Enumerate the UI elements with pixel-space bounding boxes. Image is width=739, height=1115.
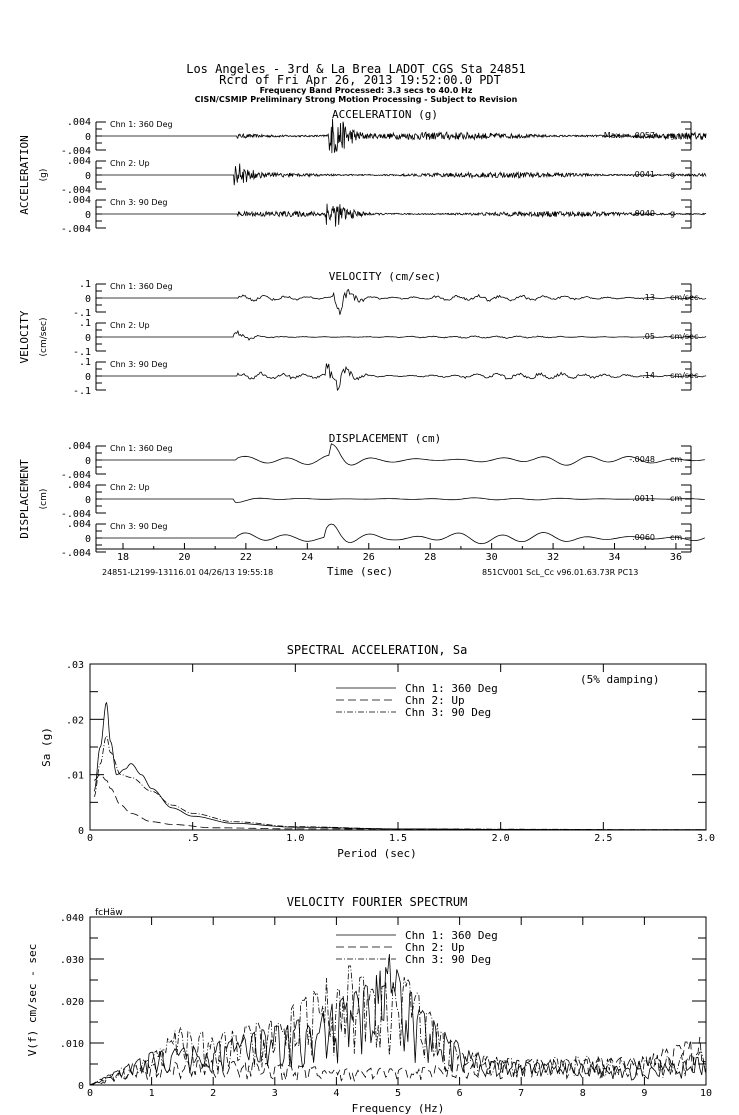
header-record: Rcrd of Fri Apr 26, 2013 19:52:00.0 PDT: [219, 73, 501, 87]
series-line: [90, 966, 705, 1085]
x-tick-label: 22: [239, 552, 252, 563]
x-tick-label: 4: [333, 1088, 340, 1099]
y-tick-label: 0: [84, 534, 91, 545]
fourier-chart: [60, 913, 712, 1099]
waveform-line: [95, 524, 704, 544]
channel-label: Chn 1: 360 Deg: [110, 282, 173, 291]
header-title: Los Angeles - 3rd & La Brea LADOT CGS Sta 24851: [186, 62, 526, 76]
y-tick-label: -.1: [72, 386, 91, 397]
y-tick-label: -.004: [60, 224, 91, 235]
y-tick-label: .004: [66, 519, 91, 530]
channel-max-unit: g: [670, 209, 676, 218]
x-tick-label: 2.0: [491, 833, 510, 844]
panel-title: ACCELERATION (g): [332, 108, 438, 121]
legend-label: Chn 1: 360 Deg: [405, 682, 498, 695]
y-tick-label: .004: [66, 117, 91, 128]
y-tick-label: .010: [59, 1039, 84, 1050]
spectral-title: SPECTRAL ACCELERATION, Sa: [286, 643, 468, 657]
channel-max-value: -.14: [639, 371, 655, 380]
waveform-line: [95, 290, 706, 315]
waveform-line: [95, 444, 704, 465]
panel-title: DISPLACEMENT (cm): [328, 432, 442, 445]
x-tick-label: 3.0: [696, 833, 716, 844]
y-tick-label: -.1: [72, 347, 91, 358]
channel-max-value: Max = .0057: [603, 131, 655, 140]
channel-max-unit: cm/sec: [670, 332, 699, 341]
channel-max-value: .0060: [632, 533, 655, 542]
y-tick-label: 0: [77, 826, 84, 837]
x-tick-label: 0: [86, 1088, 94, 1099]
panel-yunit: (cm): [39, 488, 49, 510]
channel-label: Chn 3: 90 Deg: [110, 360, 168, 369]
x-tick-label: 36: [669, 552, 682, 563]
fourier-xlabel: Frequency (Hz): [351, 1102, 445, 1115]
x-tick-label: 5: [394, 1088, 402, 1099]
x-tick-label: 24: [301, 552, 314, 563]
channel-max-value: .0011: [632, 494, 655, 503]
x-tick-label: 2.5: [594, 833, 613, 844]
x-tick-label: 18: [116, 552, 130, 563]
y-tick-label: .03: [65, 660, 84, 671]
y-tick-label: 0: [84, 495, 91, 506]
waveform-line: [95, 204, 706, 227]
legend-label: Chn 2: Up: [405, 941, 465, 954]
y-tick-label: .030: [59, 955, 84, 966]
y-tick-label: 0: [84, 456, 91, 467]
channel-max-unit: cm: [670, 455, 683, 464]
waveform-line: [95, 119, 706, 154]
series-line: [94, 736, 706, 830]
x-tick-label: 3: [271, 1088, 278, 1099]
channel-max-value: -.0041: [629, 170, 655, 179]
y-tick-label: 0: [84, 132, 91, 143]
header-frequency-band: Frequency Band Processed: 3.3 secs to 40.0 Hz: [259, 86, 473, 95]
y-tick-label: -.004: [60, 548, 91, 559]
panel-ylabel: VELOCITY: [18, 310, 31, 364]
x-tick-label: 1.5: [388, 833, 408, 844]
panel-title: VELOCITY (cm/sec): [328, 270, 442, 283]
fourier-title: VELOCITY FOURIER SPECTRUM: [286, 895, 468, 909]
y-tick-label: .040: [59, 913, 84, 924]
channel-label: Chn 3: 90 Deg: [110, 522, 168, 531]
y-tick-label: .1: [78, 357, 91, 368]
footer-right: 851CV001 ScL_Cc v96.01.63.73R PC13: [482, 568, 639, 577]
channel-max-unit: cm: [670, 494, 683, 503]
channel-max-value: .05: [642, 332, 655, 341]
waveform-line: [95, 498, 704, 503]
series-line: [94, 775, 706, 830]
legend-label: Chn 1: 360 Deg: [405, 929, 498, 942]
y-tick-label: -.004: [60, 185, 91, 196]
plot-frame: [90, 664, 706, 830]
channel-max-value: -.0048: [629, 455, 655, 464]
x-tick-label: 8: [579, 1088, 586, 1099]
channel-label: Chn 2: Up: [110, 483, 150, 492]
y-tick-label: -.004: [60, 470, 91, 481]
x-tick-label: 28: [424, 552, 437, 563]
header-processing-note: CISN/CSMIP Preliminary Strong Motion Processing - Subject to Revision: [194, 95, 518, 104]
y-tick-label: .020: [59, 997, 84, 1008]
channel-max-unit: cm/sec: [670, 293, 699, 302]
fourier-ylabel: V(f) cm/sec - sec: [26, 943, 39, 1057]
channel-max-value: .13: [642, 293, 655, 302]
y-tick-label: .02: [65, 715, 84, 727]
x-tick-label: 7: [518, 1088, 525, 1099]
channel-trace: [61, 117, 706, 157]
y-tick-label: 0: [84, 333, 91, 344]
x-tick-label: .5: [186, 833, 199, 844]
channel-max-unit: g: [670, 170, 676, 179]
y-tick-label: .1: [78, 318, 91, 329]
y-tick-label: -.1: [72, 308, 91, 319]
channel-trace: [61, 441, 705, 481]
panel-ylabel: ACCELERATION: [18, 135, 31, 215]
panel-yunit: (g): [39, 168, 49, 182]
spectral-damping-note: (5% damping): [580, 673, 660, 686]
x-tick-label: 0: [86, 833, 94, 844]
y-tick-label: .004: [66, 156, 91, 167]
legend-label: Chn 2: Up: [405, 694, 465, 707]
channel-label: Chn 1: 360 Deg: [110, 444, 173, 453]
x-tick-label: 1: [148, 1088, 155, 1099]
time-series-traces: [18, 108, 706, 563]
plot-frame: [90, 917, 706, 1085]
fourier-corner-label: fcHäw: [95, 908, 123, 918]
x-tick-label: 20: [178, 552, 191, 563]
channel-max-value: .0040: [632, 209, 655, 218]
channel-label: Chn 2: Up: [110, 321, 150, 330]
waveform-line: [95, 364, 706, 391]
y-tick-label: .004: [66, 441, 91, 452]
y-tick-label: .004: [66, 195, 91, 206]
y-tick-label: -.004: [60, 146, 91, 157]
legend-label: Chn 3: 90 Deg: [405, 953, 492, 966]
channel-trace: [73, 357, 706, 397]
channel-trace: [73, 318, 706, 358]
y-tick-label: 0: [84, 294, 91, 305]
y-tick-label: .1: [78, 279, 91, 290]
y-tick-label: 0: [84, 210, 91, 221]
waveform-line: [95, 331, 706, 340]
channel-label: Chn 3: 90 Deg: [110, 198, 168, 207]
channel-trace: [61, 480, 705, 520]
channel-label: Chn 1: 360 Deg: [110, 120, 173, 129]
channel-max-unit: g: [670, 131, 676, 140]
channel-max-unit: cm: [670, 533, 683, 542]
x-tick-label: 1.0: [286, 833, 305, 844]
x-tick-label: 34: [608, 552, 621, 563]
channel-label: Chn 2: Up: [110, 159, 150, 168]
spectral-ylabel: Sa (g): [40, 727, 53, 767]
y-tick-label: -.004: [60, 509, 91, 520]
x-tick-label: 26: [362, 552, 375, 563]
panel-ylabel: DISPLACEMENT: [18, 459, 31, 539]
y-tick-label: 0: [84, 171, 91, 182]
legend-label: Chn 3: 90 Deg: [405, 706, 492, 719]
channel-trace: [73, 279, 706, 319]
channel-max-unit: cm/sec: [670, 371, 699, 380]
time-axis-label: Time (sec): [326, 565, 394, 578]
x-tick-label: 32: [547, 552, 560, 563]
y-tick-label: 0: [84, 372, 91, 383]
y-tick-label: .01: [65, 770, 84, 782]
series-line: [94, 703, 706, 830]
spectral-xlabel: Period (sec): [337, 847, 417, 860]
spectral-chart: [66, 660, 715, 844]
waveform-line: [95, 164, 706, 186]
channel-trace: [61, 156, 706, 196]
x-tick-label: 10: [699, 1088, 713, 1099]
channel-trace: [61, 195, 706, 235]
series-line: [90, 954, 705, 1085]
x-tick-label: 9: [641, 1088, 648, 1099]
y-tick-label: 0: [77, 1081, 84, 1092]
x-tick-label: 6: [456, 1088, 463, 1099]
footer-left: 24851-L2199-13116.01 04/26/13 19:55:18: [102, 568, 274, 577]
x-tick-label: 30: [485, 552, 498, 563]
y-tick-label: .004: [66, 480, 91, 491]
x-tick-label: 2: [210, 1088, 217, 1099]
panel-yunit: (cm/sec): [39, 317, 49, 357]
